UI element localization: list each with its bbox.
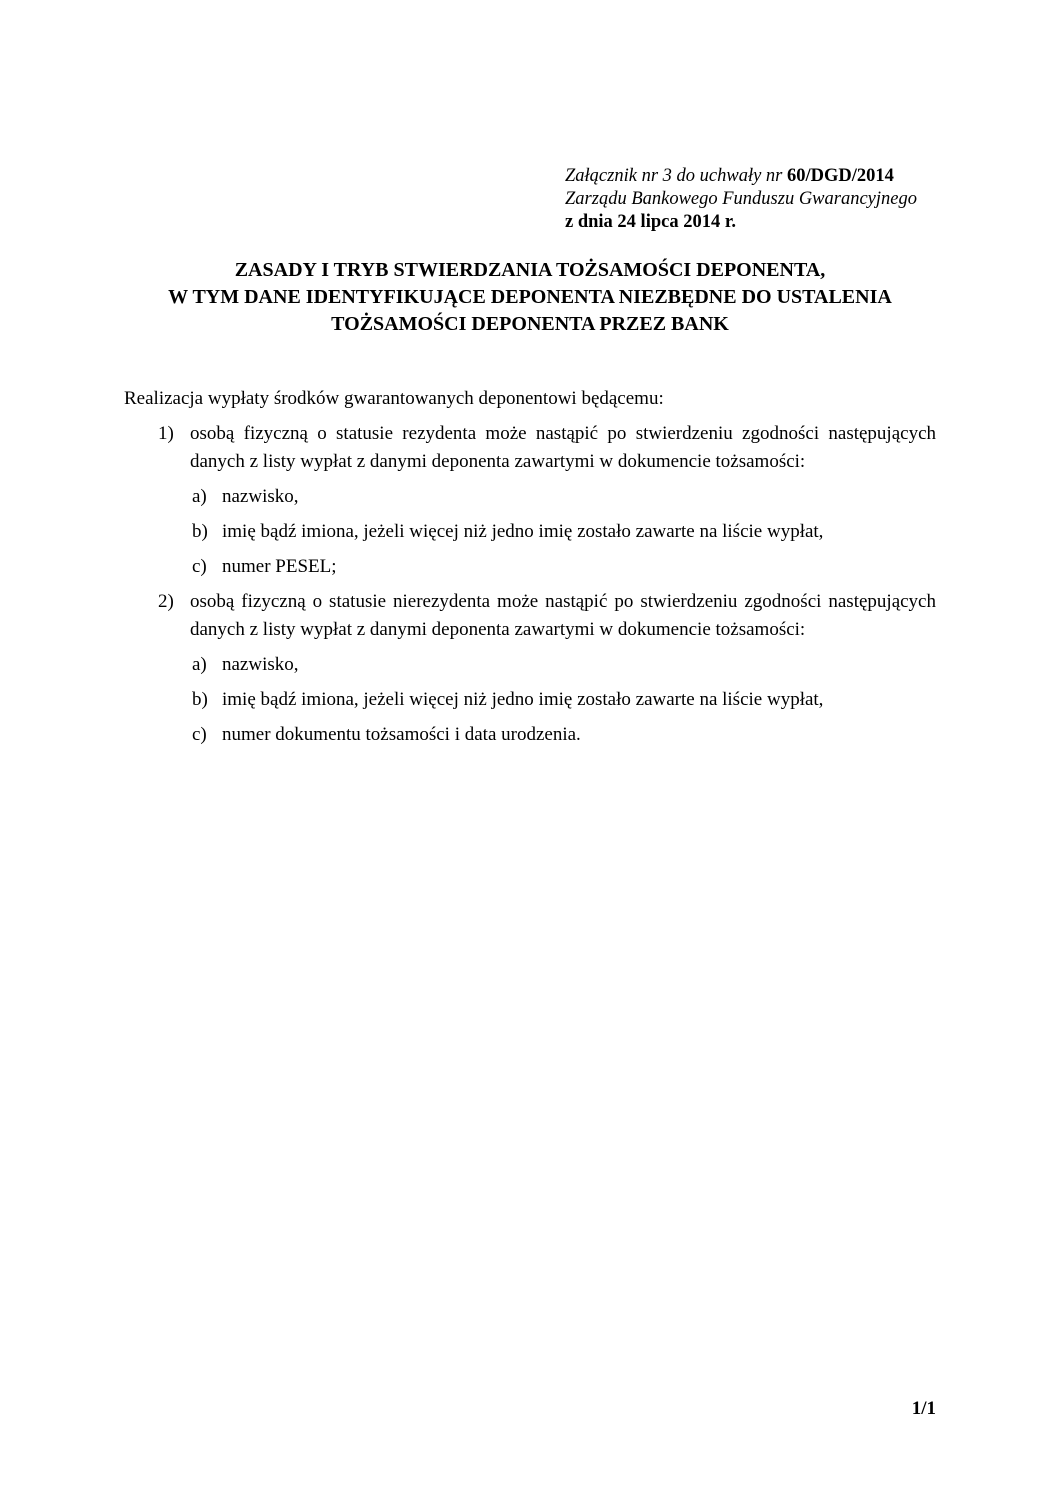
- sublist-1: [124, 483, 936, 581]
- document-title: [124, 257, 936, 338]
- resolution-date: z dnia 24 lipca 2014 r.: [565, 212, 736, 232]
- sublist-1-item-c: [192, 553, 936, 581]
- document-title-line-2: W TYM DANE IDENTYFIKUJĄCE DEPONENTA NIEZBĘDNE DO USTALENIA: [168, 286, 892, 308]
- list-item-1-text: osobą fizyczną o statusie rezydenta może nastąpić po stwierdzeniu zgodności następujących danych z listy wypłat z danymi deponenta zawartymi w dokumencie tożsamości:: [190, 423, 936, 472]
- list-item-1: [158, 420, 936, 476]
- sublist-2: [124, 651, 936, 749]
- sublist-1-item-a: [192, 483, 936, 511]
- page-number: 1/1: [911, 1398, 936, 1419]
- sublist-1-item-b-marker: b): [192, 521, 208, 542]
- sublist-2-item-c: [192, 721, 936, 749]
- sublist-2-item-a-marker: a): [192, 654, 207, 675]
- sublist-1-item-b: [192, 518, 936, 546]
- attachment-reference-line-1: [565, 165, 936, 188]
- sublist-1-item-a-text: nazwisko,: [222, 486, 299, 507]
- numbered-list: [124, 420, 936, 749]
- sublist-1-item-a-marker: a): [192, 486, 207, 507]
- sublist-1-item-c-text: numer PESEL;: [222, 556, 337, 577]
- sublist-2-item-b: [192, 686, 936, 714]
- sublist-2-item-c-text: numer dokumentu tożsamości i data urodzenia.: [222, 724, 581, 745]
- sublist-1-item-c-marker: c): [192, 556, 207, 577]
- document-title-line-1: ZASADY I TRYB STWIERDZANIA TOŻSAMOŚCI DEPONENTA,: [234, 259, 826, 281]
- document-title-line-3: TOŻSAMOŚCI DEPONENTA PRZEZ BANK: [331, 313, 729, 335]
- attachment-number-label: Załącznik nr 3 do uchwały nr: [565, 166, 787, 186]
- list-item-1-marker: 1): [158, 423, 174, 444]
- list-item-2-marker: 2): [158, 591, 174, 612]
- list-item-2-text: osobą fizyczną o statusie nierezydenta może nastąpić po stwierdzeniu zgodności następujących danych z listy wypłat z danymi deponenta zawartymi w dokumencie tożsamości:: [190, 591, 936, 640]
- attachment-reference: [565, 165, 936, 234]
- sublist-2-item-c-marker: c): [192, 724, 207, 745]
- resolution-number: 60/DGD/2014: [787, 166, 894, 186]
- issuing-body: Zarządu Bankowego Funduszu Gwarancyjnego: [565, 189, 917, 209]
- sublist-2-item-b-marker: b): [192, 689, 208, 710]
- sublist-2-item-b-text: imię bądź imiona, jeżeli więcej niż jedno imię zostało zawarte na liście wypłat,: [222, 689, 824, 710]
- intro-paragraph: Realizacja wypłaty środków gwarantowanych deponentowi będącemu:: [124, 388, 664, 409]
- sublist-1-item-b-text: imię bądź imiona, jeżeli więcej niż jedno imię zostało zawarte na liście wypłat,: [222, 521, 824, 542]
- sublist-2-item-a-text: nazwisko,: [222, 654, 299, 675]
- list-item-2: [158, 588, 936, 644]
- sublist-2-item-a: [192, 651, 936, 679]
